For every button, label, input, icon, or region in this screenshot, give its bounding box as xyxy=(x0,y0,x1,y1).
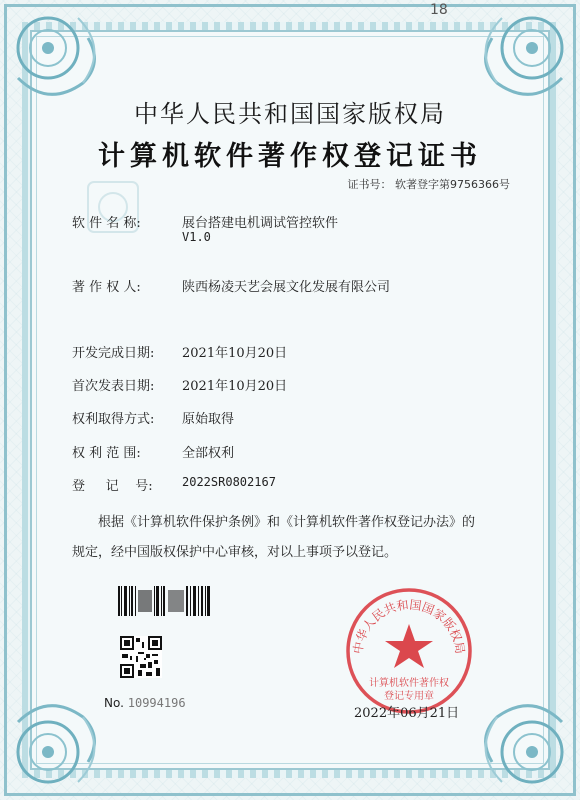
official-seal-icon xyxy=(344,586,474,716)
svg-text:计算机软件著作权: 计算机软件著作权 xyxy=(369,678,449,689)
statement-line: 规定，经中国版权保护中心审核，对以上事项予以登记。 xyxy=(72,545,398,560)
issuer-title: 中华人民共和国国家版权局 xyxy=(134,100,446,128)
serial-number xyxy=(104,696,186,710)
field-rights-scope xyxy=(72,442,234,461)
field-label: 登 记 号: xyxy=(72,479,153,494)
field-label: 权 利 范 围: xyxy=(72,446,141,461)
certificate-number: 证书号： 软著登字第9756366号 xyxy=(347,178,510,191)
statement-paragraph xyxy=(72,508,532,568)
field-value: 2021年10月20日 xyxy=(182,346,288,361)
field-value: 展台搭建电机调试管控软件 xyxy=(182,216,339,231)
statement-line: 根据《计算机软件保护条例》和《计算机软件著作权登记办法》的 xyxy=(98,515,476,530)
handwritten-mark: 18 xyxy=(430,2,448,18)
field-label: 权利取得方式: xyxy=(72,412,155,427)
field-value: 2022SR0802167 xyxy=(182,475,276,489)
serial-prefix: No. xyxy=(104,696,124,710)
field-acquire-method xyxy=(72,408,234,427)
barcode-icon xyxy=(118,586,210,616)
svg-text:中华人民共和国国家版权局: 中华人民共和国国家版权局 xyxy=(350,597,468,655)
qr-code-icon xyxy=(120,636,162,678)
field-label: 著 作 权 人: xyxy=(72,280,141,295)
field-value: 全部权利 xyxy=(182,446,235,461)
field-value: 2021年10月20日 xyxy=(182,379,288,394)
field-completion-date xyxy=(72,342,287,361)
field-label: 首次发表日期: xyxy=(72,379,155,394)
field-registration-number xyxy=(72,475,276,494)
field-value: 陕西杨凌天艺会展文化发展有限公司 xyxy=(182,280,391,295)
serial-value: 10994196 xyxy=(127,696,186,710)
field-software-name xyxy=(72,212,338,231)
svg-text:登记专用章: 登记专用章 xyxy=(384,691,434,702)
field-label: 开发完成日期: xyxy=(72,346,155,361)
field-publish-date xyxy=(72,375,287,394)
field-owner xyxy=(72,276,390,295)
corner-ornament-icon xyxy=(8,682,118,792)
field-label: 软 件 名 称: xyxy=(72,216,141,231)
software-version: V1.0 xyxy=(182,230,211,244)
document-title: 计算机软件著作权登记证书 xyxy=(98,141,482,172)
issue-date: 2022年06月21日 xyxy=(354,706,460,721)
corner-ornament-icon xyxy=(462,682,572,792)
field-value: 原始取得 xyxy=(182,412,235,427)
